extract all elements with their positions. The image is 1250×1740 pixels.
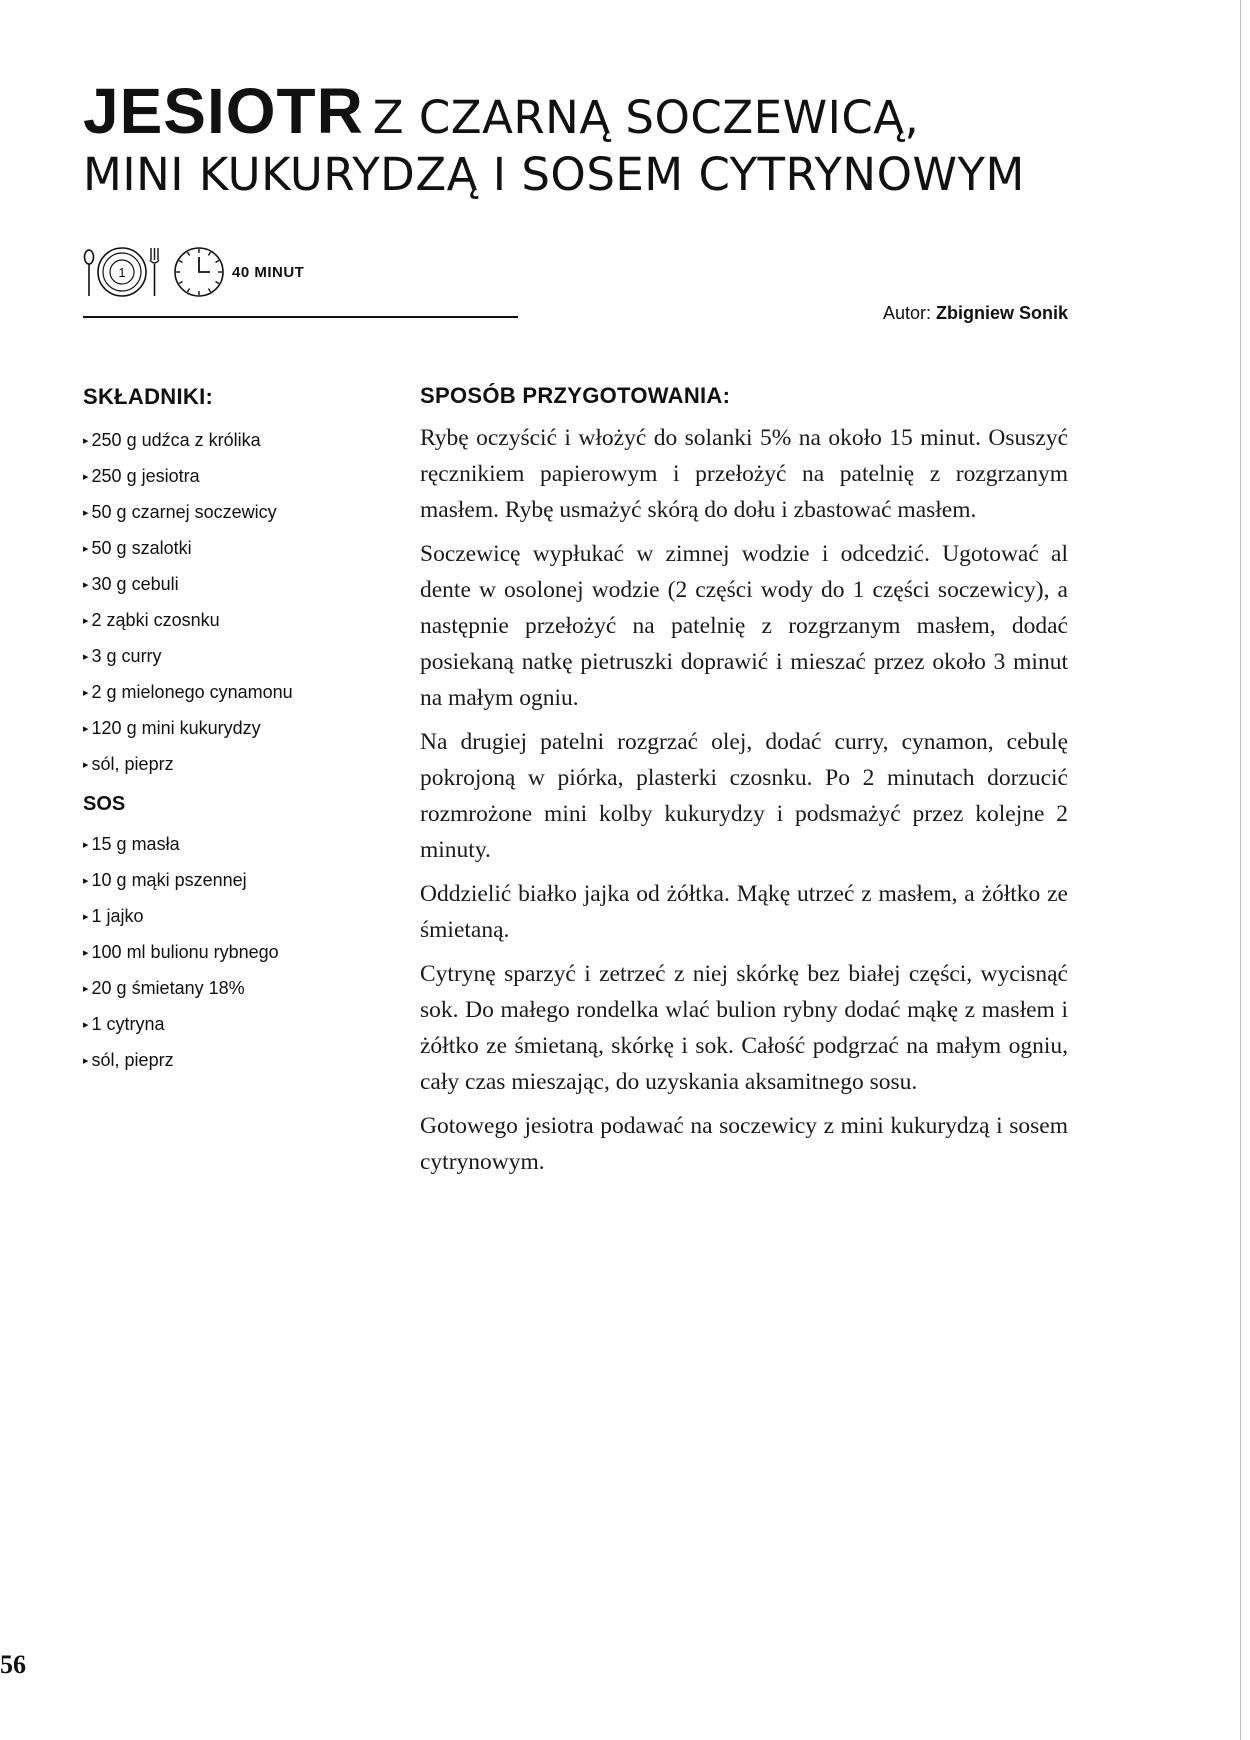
sauce-ingredient-item: ▸ 10 g mąki pszennej xyxy=(83,870,247,890)
ingredient-item: ▸ 50 g szalotki xyxy=(83,538,192,558)
ingredient-item: ▸ 250 g jesiotra xyxy=(83,466,200,486)
servings-number: 1 xyxy=(118,265,126,280)
ingredient-item: ▸ 2 g mielonego cynamonu xyxy=(83,682,293,702)
recipe-title-bold: JESIOTR xyxy=(83,75,364,147)
ingredients-list xyxy=(83,422,293,782)
triangle-bullet-icon: ▸ xyxy=(83,1019,89,1031)
triangle-bullet-icon: ▸ xyxy=(83,615,89,627)
triangle-bullet-icon: ▸ xyxy=(83,435,89,447)
header-divider xyxy=(83,316,518,318)
ingredient-item: ▸ 120 g mini kukurydzy xyxy=(83,718,261,738)
recipe-title-rest: Z CZARNĄ SOCZEWICĄ, xyxy=(372,91,920,144)
triangle-bullet-icon: ▸ xyxy=(83,687,89,699)
triangle-bullet-icon: ▸ xyxy=(83,947,89,959)
preparation-step: Rybę oczyścić i włożyć do solanki 5% na około 15 minut. Osuszyć ręcznikiem papierowym i przełożyć na patelnię z rozgrzanym masłem. Rybę usmażyć skórą do dołu i zbastować masłem. xyxy=(420,425,1068,523)
preparation-step: Oddzielić białko jajka od żółtka. Mąkę utrzeć z masłem, a żółtko ze śmietaną. xyxy=(420,881,1068,943)
sauce-ingredient-item: ▸ 15 g masła xyxy=(83,834,180,854)
preparation-text xyxy=(420,420,1068,1188)
ingredient-item: ▸ 3 g curry xyxy=(83,646,162,666)
author-label: Autor: xyxy=(882,303,931,323)
author-line xyxy=(883,303,1068,324)
recipe-title-line-1 xyxy=(83,75,1203,147)
triangle-bullet-icon: ▸ xyxy=(83,507,89,519)
sauce-ingredient-item: ▸ 20 g śmietany 18% xyxy=(83,978,245,998)
preparation-step: Na drugiej patelni rozgrzać olej, dodać curry, cynamon, cebulę pokrojoną w piórka, plasterki czosnku. Po 2 minutach dorzucić rozmrożone mini kolby kukurydzy i podsmażyć przez kolejne 2 minuty. xyxy=(420,729,1068,863)
recipe-title xyxy=(83,75,1203,206)
sauce-ingredient-item: ▸ 100 ml bulionu rybnego xyxy=(83,942,279,962)
preparation-heading: SPOSÓB PRZYGOTOWANIA: xyxy=(420,383,731,408)
triangle-bullet-icon: ▸ xyxy=(83,759,89,771)
sauce-ingredient-item: ▸ sól, pieprz xyxy=(83,1050,174,1070)
preparation-step: Soczewicę wypłukać w zimnej wodzie i odcedzić. Ugotować al dente w osolonej wodzie (2 części wody do 1 części soczewicy), a następnie przełożyć na patelnię z rozgrzanym masłem, dodać posiekaną natkę pietruszki doprawić i mieszać przez około 3 minut na małym ogniu. xyxy=(420,541,1068,711)
cooking-time: 40 MINUT xyxy=(232,263,305,281)
triangle-bullet-icon: ▸ xyxy=(83,875,89,887)
ingredient-item: ▸ 30 g cebuli xyxy=(83,574,179,594)
sauce-heading: SOS xyxy=(83,793,126,815)
triangle-bullet-icon: ▸ xyxy=(83,839,89,851)
page-edge-rule xyxy=(1240,0,1241,1740)
ingredients-heading: SKŁADNIKI: xyxy=(83,384,214,409)
preparation-step: Cytrynę sparzyć i zetrzeć z niej skórkę bez białej części, wycisnąć sok. Do małego rondelka wlać bulion rybny dodać mąkę z masłem i żółtko ze śmietaną, skórkę i sok. Całość podgrzać na małym ogniu, cały czas mieszając, do uzyskania aksamitnego sosu. xyxy=(420,961,1068,1095)
sauce-ingredients-list xyxy=(83,826,279,1078)
triangle-bullet-icon: ▸ xyxy=(83,911,89,923)
plate-cutlery-icon xyxy=(82,244,162,300)
ingredient-item: ▸ 50 g czarnej soczewicy xyxy=(83,502,277,522)
triangle-bullet-icon: ▸ xyxy=(83,1055,89,1067)
triangle-bullet-icon: ▸ xyxy=(83,543,89,555)
clock-icon xyxy=(162,245,226,299)
author-name: Zbigniew Sonik xyxy=(935,303,1068,323)
ingredient-item: ▸ 2 ząbki czosnku xyxy=(83,610,220,630)
page-number: 56 xyxy=(0,1650,26,1679)
sauce-ingredient-item: ▸ 1 cytryna xyxy=(83,1014,165,1034)
ingredient-item: ▸ sól, pieprz xyxy=(83,754,174,774)
sauce-ingredient-item: ▸ 1 jajko xyxy=(83,906,144,926)
recipe-title-line-2: MINI KUKURYDZĄ I SOSEM CYTRYNOWYM xyxy=(83,148,1025,201)
triangle-bullet-icon: ▸ xyxy=(83,983,89,995)
recipe-meta xyxy=(82,244,304,300)
triangle-bullet-icon: ▸ xyxy=(83,723,89,735)
preparation-step: Gotowego jesiotra podawać na soczewicy z mini kukurydzą i sosem cytrynowym. xyxy=(420,1113,1068,1175)
ingredient-item: ▸ 250 g udźca z królika xyxy=(83,430,261,450)
triangle-bullet-icon: ▸ xyxy=(83,471,89,483)
triangle-bullet-icon: ▸ xyxy=(83,651,89,663)
triangle-bullet-icon: ▸ xyxy=(83,579,89,591)
